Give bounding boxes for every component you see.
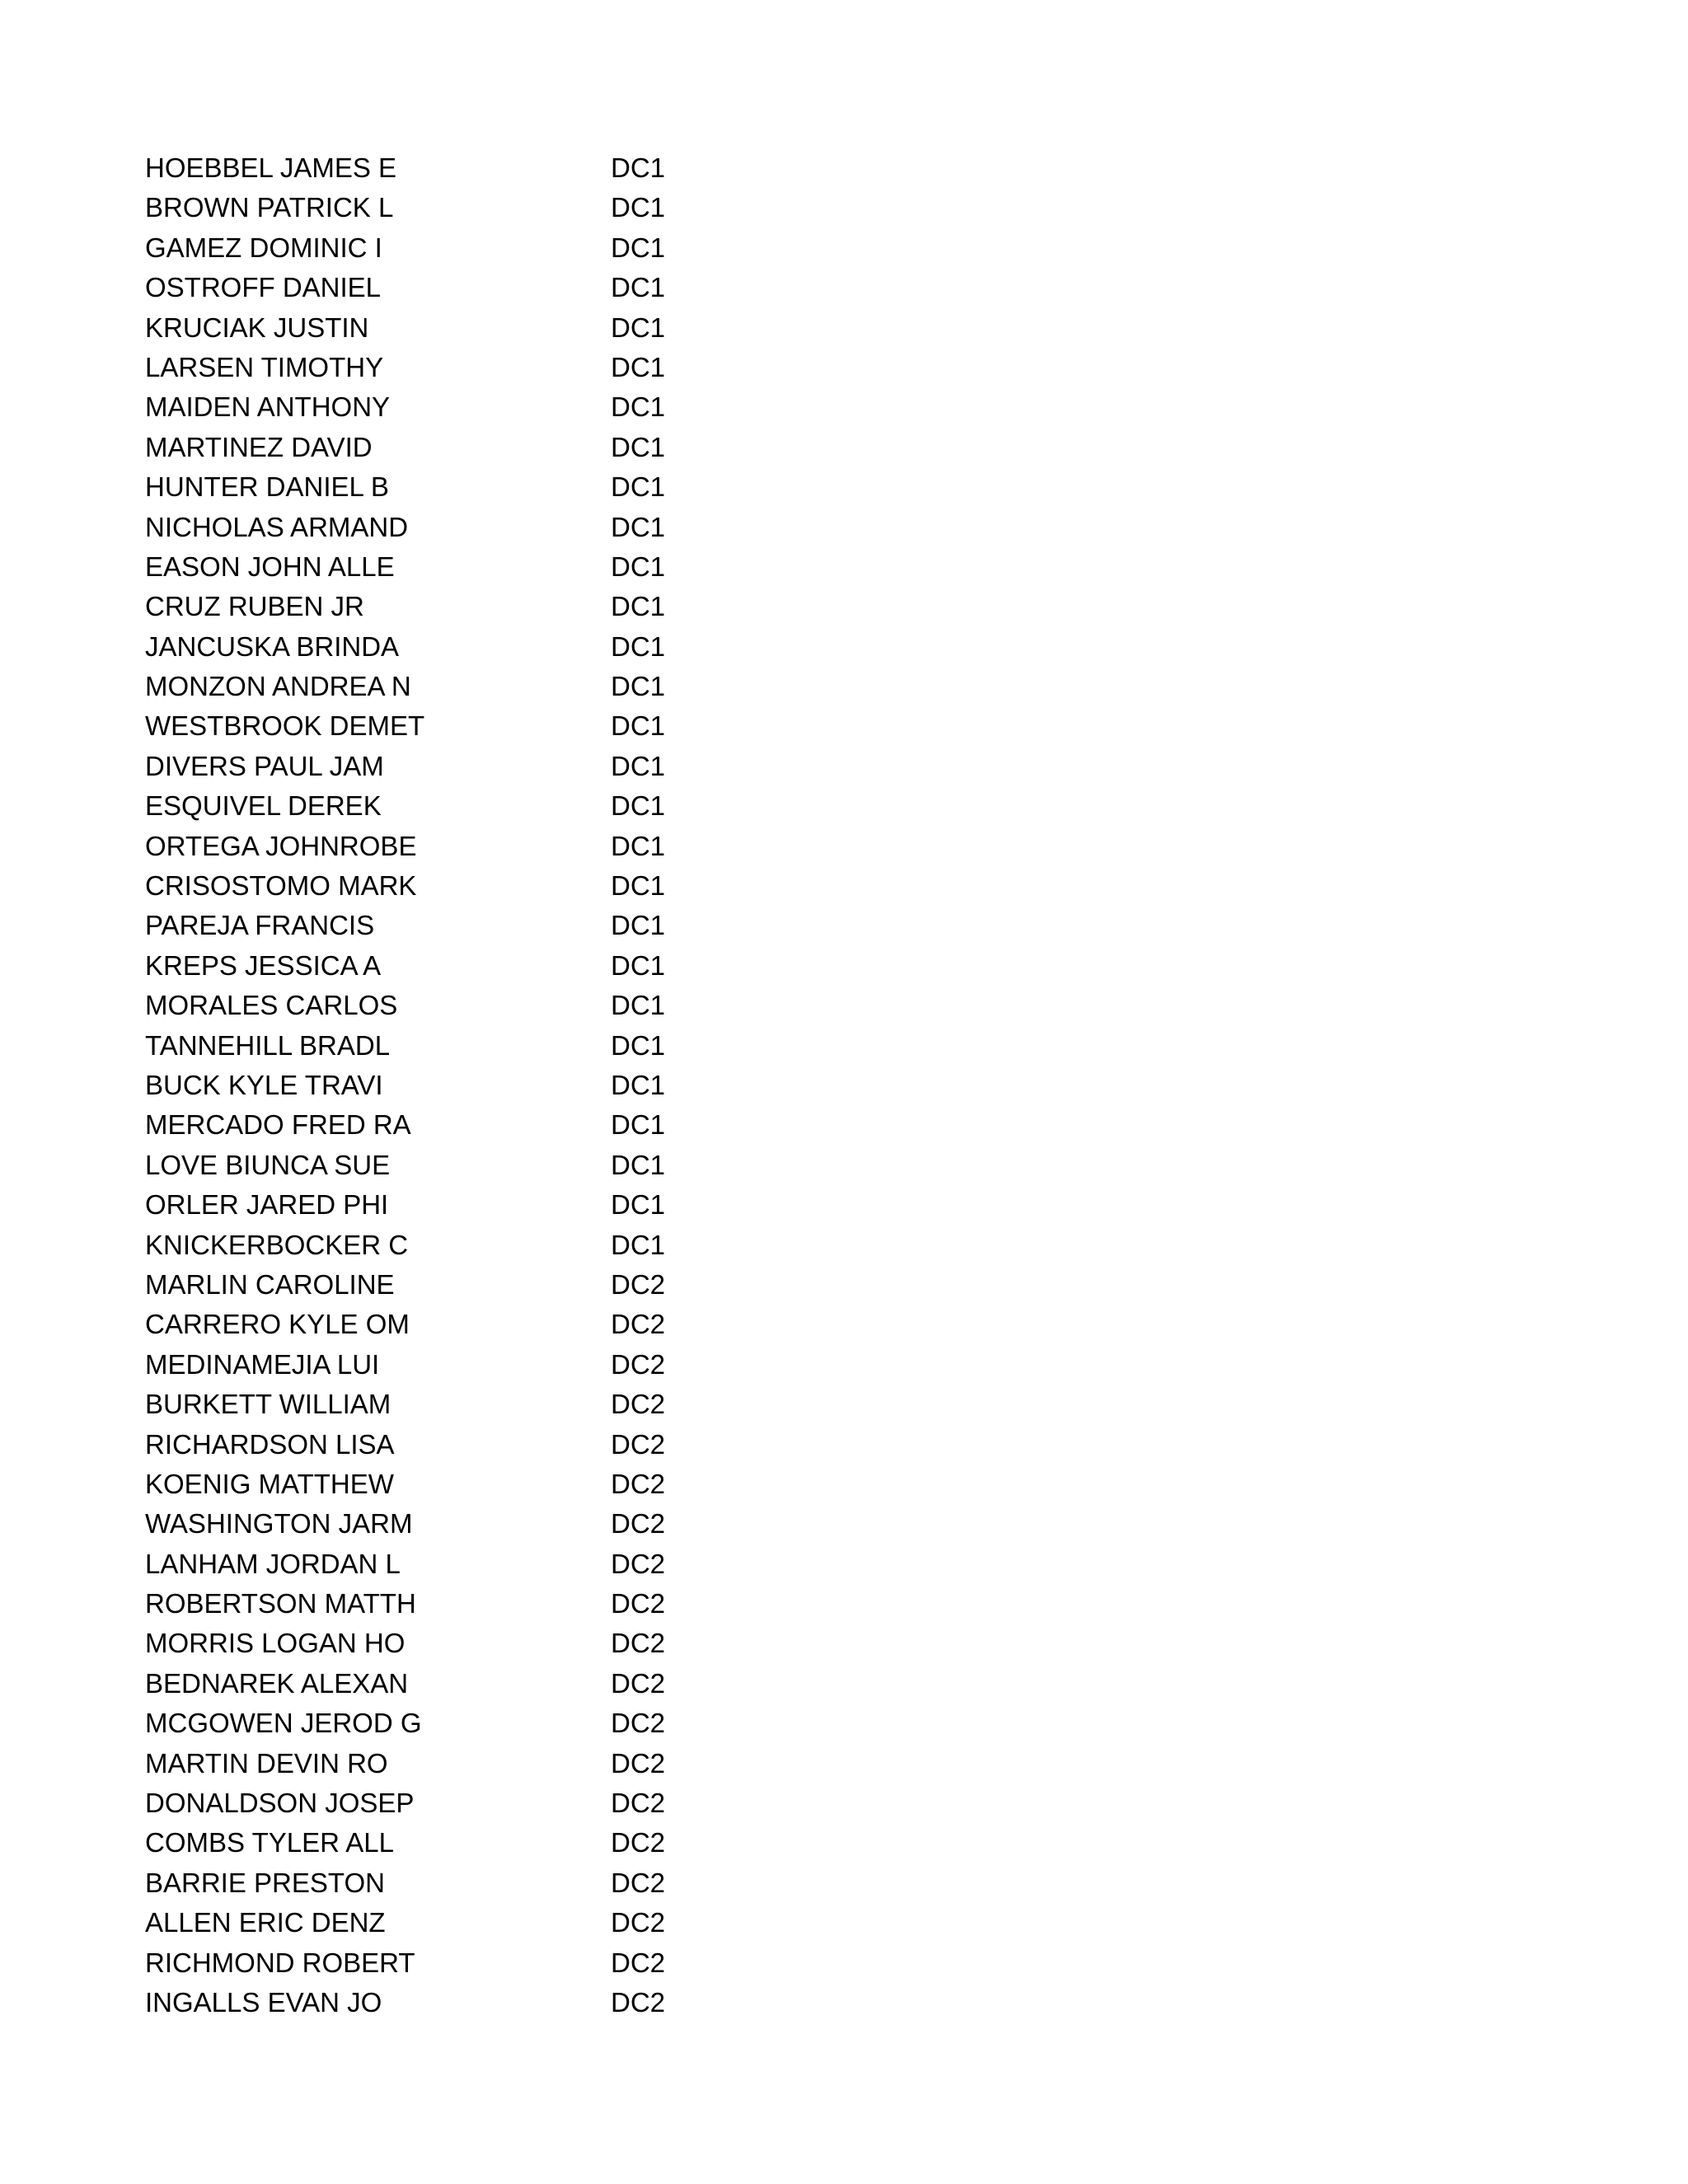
roster-row: [145, 1783, 887, 1823]
unit-code: DC1: [611, 1109, 666, 1141]
roster-row: [145, 1185, 887, 1225]
employee-name: MEDINAMEJIA LUI: [145, 1348, 380, 1380]
roster-row: [145, 1544, 887, 1584]
unit-code: DC1: [611, 152, 666, 183]
unit-code: DC2: [611, 1788, 666, 1819]
employee-name: ORTEGA JOHNROBE: [145, 830, 417, 861]
employee-name: KREPS JESSICA A: [145, 949, 382, 981]
unit-code: DC2: [611, 1947, 666, 1978]
unit-code: DC2: [611, 1428, 666, 1460]
roster-row: [145, 1385, 887, 1424]
roster-row: [145, 1425, 887, 1465]
employee-name: BUCK KYLE TRAVI: [145, 1069, 383, 1100]
unit-code: DC1: [611, 630, 666, 662]
unit-code: DC1: [611, 312, 666, 343]
employee-name: OSTROFF DANIEL: [145, 272, 382, 303]
employee-name: NICHOLAS ARMAND: [145, 511, 409, 542]
employee-name: DONALDSON JOSEP: [145, 1788, 415, 1819]
employee-name: INGALLS EVAN JO: [145, 1986, 382, 2018]
employee-name: WASHINGTON JARM: [145, 1508, 413, 1540]
roster-row: [145, 906, 887, 945]
roster-row: [145, 1744, 887, 1783]
employee-name: BURKETT WILLIAM: [145, 1389, 392, 1420]
unit-code: DC1: [611, 192, 666, 223]
unit-code: DC1: [611, 232, 666, 263]
employee-name: PAREJA FRANCIS: [145, 910, 375, 941]
unit-code: DC1: [611, 1229, 666, 1260]
roster-row: [145, 228, 887, 268]
roster-row: [145, 706, 887, 746]
employee-name: CRUZ RUBEN JR: [145, 591, 364, 622]
unit-code: DC2: [611, 1309, 666, 1340]
roster-row: [145, 188, 887, 227]
roster-row: [145, 1265, 887, 1305]
roster-row: [145, 1943, 887, 1983]
employee-name: GAMEZ DOMINIC I: [145, 232, 382, 263]
roster-row: [145, 1305, 887, 1344]
unit-code: DC1: [611, 551, 666, 582]
unit-code: DC1: [611, 830, 666, 861]
employee-name: KNICKERBOCKER C: [145, 1229, 409, 1260]
unit-code: DC2: [611, 1827, 666, 1858]
employee-name: MAIDEN ANTHONY: [145, 391, 391, 423]
roster-row: [145, 1226, 887, 1265]
employee-name: RICHARDSON LISA: [145, 1428, 395, 1460]
employee-name: MORALES CARLOS: [145, 990, 398, 1021]
roster-row: [145, 667, 887, 706]
roster-row: [145, 1345, 887, 1385]
roster-row: [145, 1624, 887, 1663]
employee-name: EASON JOHN ALLE: [145, 551, 395, 582]
roster-row: [145, 148, 887, 188]
employee-name: LARSEN TIMOTHY: [145, 351, 384, 382]
employee-name: LOVE BIUNCA SUE: [145, 1149, 391, 1180]
unit-code: DC1: [611, 471, 666, 503]
roster-row: [145, 1704, 887, 1743]
employee-name: LANHAM JORDAN L: [145, 1548, 401, 1579]
employee-name: MCGOWEN JEROD G: [145, 1708, 422, 1739]
unit-code: DC2: [611, 1747, 666, 1779]
roster-row: [145, 1026, 887, 1066]
roster-row: [145, 1504, 887, 1544]
employee-name: MARLIN CAROLINE: [145, 1268, 395, 1300]
unit-code: DC2: [611, 1588, 666, 1619]
employee-name: HOEBBEL JAMES E: [145, 152, 397, 183]
roster-row: [145, 308, 887, 348]
employee-name: MARTIN DEVIN RO: [145, 1747, 388, 1779]
roster-row: [145, 786, 887, 826]
roster-row: [145, 587, 887, 626]
unit-code: DC2: [611, 1867, 666, 1898]
employee-name: ORLER JARED PHI: [145, 1189, 389, 1221]
roster-row: [145, 1664, 887, 1704]
employee-name: JANCUSKA BRINDA: [145, 630, 400, 662]
roster-row: [145, 1823, 887, 1863]
unit-code: DC1: [611, 949, 666, 981]
unit-code: DC1: [611, 591, 666, 622]
roster-row: [145, 467, 887, 507]
employee-name: MERCADO FRED RA: [145, 1109, 411, 1141]
unit-code: DC2: [611, 1986, 666, 2018]
roster-row: [145, 1465, 887, 1504]
employee-name: HUNTER DANIEL B: [145, 471, 389, 503]
unit-code: DC1: [611, 1069, 666, 1100]
unit-code: DC1: [611, 990, 666, 1021]
unit-code: DC2: [611, 1508, 666, 1540]
unit-code: DC2: [611, 1389, 666, 1420]
unit-code: DC2: [611, 1907, 666, 1938]
roster-row: [145, 268, 887, 307]
employee-name: BROWN PATRICK L: [145, 192, 394, 223]
roster-row: [145, 1983, 887, 2022]
unit-code: DC1: [611, 1189, 666, 1221]
unit-code: DC1: [611, 511, 666, 542]
employee-name: RICHMOND ROBERT: [145, 1947, 415, 1978]
roster-row: [145, 1146, 887, 1185]
unit-code: DC1: [611, 750, 666, 781]
roster-row: [145, 1903, 887, 1943]
unit-code: DC2: [611, 1708, 666, 1739]
employee-name: CARRERO KYLE OM: [145, 1309, 410, 1340]
roster-row: [145, 547, 887, 587]
unit-code: DC2: [611, 1548, 666, 1579]
unit-code: DC2: [611, 1667, 666, 1699]
unit-code: DC1: [611, 870, 666, 902]
unit-code: DC1: [611, 1149, 666, 1180]
employee-name: TANNEHILL BRADL: [145, 1029, 391, 1061]
unit-code: DC1: [611, 431, 666, 462]
unit-code: DC1: [611, 710, 666, 742]
employee-name: KOENIG MATTHEW: [145, 1468, 394, 1499]
employee-name: KRUCIAK JUSTIN: [145, 312, 369, 343]
roster-row: [145, 508, 887, 547]
employee-name: DIVERS PAUL JAM: [145, 750, 384, 781]
roster-row: [145, 827, 887, 866]
employee-name: MONZON ANDREA N: [145, 671, 411, 702]
unit-code: DC2: [611, 1628, 666, 1659]
roster-row: [145, 986, 887, 1025]
employee-name: ESQUIVEL DEREK: [145, 790, 382, 822]
roster-row: [145, 1105, 887, 1145]
unit-code: DC2: [611, 1468, 666, 1499]
employee-name: BEDNAREK ALEXAN: [145, 1667, 409, 1699]
unit-code: DC1: [611, 910, 666, 941]
employee-name: WESTBROOK DEMET: [145, 710, 425, 742]
employee-name: MORRIS LOGAN HO: [145, 1628, 406, 1659]
roster-list: [145, 148, 887, 2022]
roster-row: [145, 747, 887, 786]
employee-name: MARTINEZ DAVID: [145, 431, 373, 462]
employee-name: ALLEN ERIC DENZ: [145, 1907, 386, 1938]
roster-row: [145, 1863, 887, 1903]
unit-code: DC1: [611, 272, 666, 303]
unit-code: DC1: [611, 790, 666, 822]
unit-code: DC2: [611, 1348, 666, 1380]
employee-name: CRISOSTOMO MARK: [145, 870, 417, 902]
roster-row: [145, 1066, 887, 1105]
employee-name: ROBERTSON MATTH: [145, 1588, 416, 1619]
unit-code: DC1: [611, 351, 666, 382]
roster-row: [145, 348, 887, 387]
employee-name: BARRIE PRESTON: [145, 1867, 385, 1898]
roster-row: [145, 387, 887, 427]
employee-name: COMBS TYLER ALL: [145, 1827, 395, 1858]
roster-row: [145, 946, 887, 986]
unit-code: DC1: [611, 671, 666, 702]
unit-code: DC1: [611, 391, 666, 423]
roster-row: [145, 1584, 887, 1624]
roster-row: [145, 428, 887, 467]
unit-code: DC1: [611, 1029, 666, 1061]
roster-row: [145, 627, 887, 667]
roster-row: [145, 866, 887, 906]
unit-code: DC2: [611, 1268, 666, 1300]
